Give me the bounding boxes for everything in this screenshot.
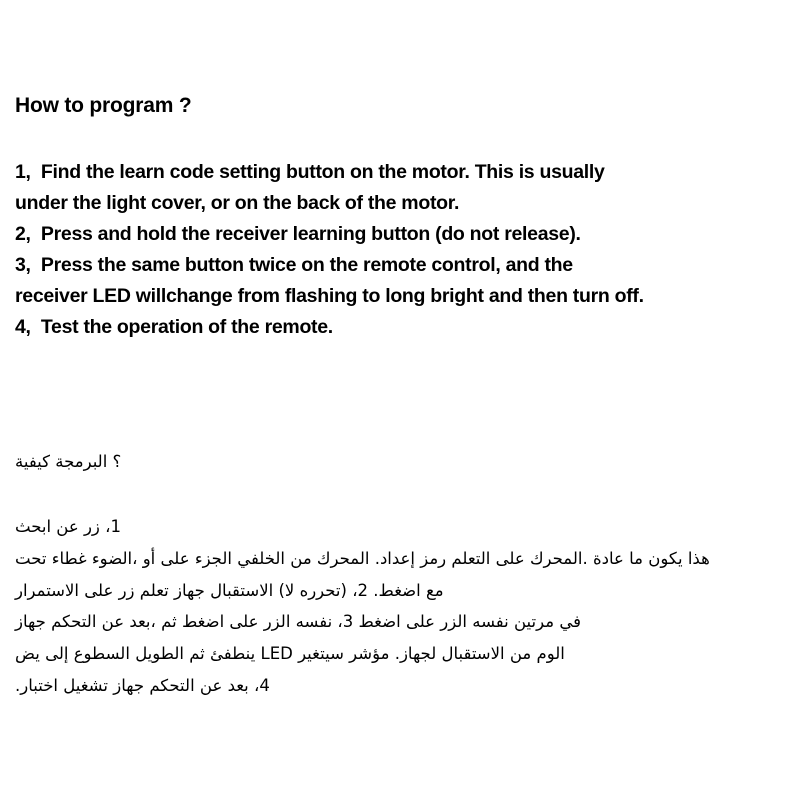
english-instructions <box>15 157 793 343</box>
english-instruction-line-2: under the light cover, or on the back of the motor. <box>15 192 460 214</box>
arabic-instruction-line-5: يض إلى السطوع الطويل ثم ينطفئ LED سيتغير مؤشر .لجهاز الاستقبال من الوم <box>15 644 565 664</box>
english-instruction-line-3: 2, Press and hold the receiver learning button (do not release). <box>15 223 581 245</box>
arabic-instruction-line-1: ابحث عن زر ،1 <box>15 517 121 536</box>
arabic-instruction-line-2: تحت غطاء الضوء، أو على الجزء الخلفي من المحرك .إعداد رمز التعلم على المحرك. عادة ما يكون هذا <box>15 548 710 568</box>
arabic-instruction-line-6: .اختبار تشغيل جهاز التحكم عن بعد ،4 <box>15 675 270 695</box>
arabic-instruction-line-3: الاستمرار على زر تعلم جهاز الاستقبال (لا تحرره) ،2 .اضغط مع <box>15 580 444 600</box>
english-instruction-line-6: 4, Test the operation of the remote. <box>15 316 333 338</box>
english-instruction-line-4: 3, Press the same button twice on the remote control, and the <box>15 254 573 276</box>
english-title: How to program ? <box>15 94 192 117</box>
english-instruction-line-5: receiver LED willchange from flashing to long bright and then turn off. <box>15 285 644 307</box>
arabic-instructions <box>15 511 795 702</box>
english-instruction-line-1: 1, Find the learn code setting button on the motor. This is usually <box>15 161 605 183</box>
arabic-title: كيفية البرمجة ؟ <box>15 452 122 471</box>
arabic-instruction-line-4: جهاز التحكم عن بعد، ثم اضغط على الزر نفسه ،3 اضغط على الزر نفسه مرتين في <box>15 612 581 632</box>
